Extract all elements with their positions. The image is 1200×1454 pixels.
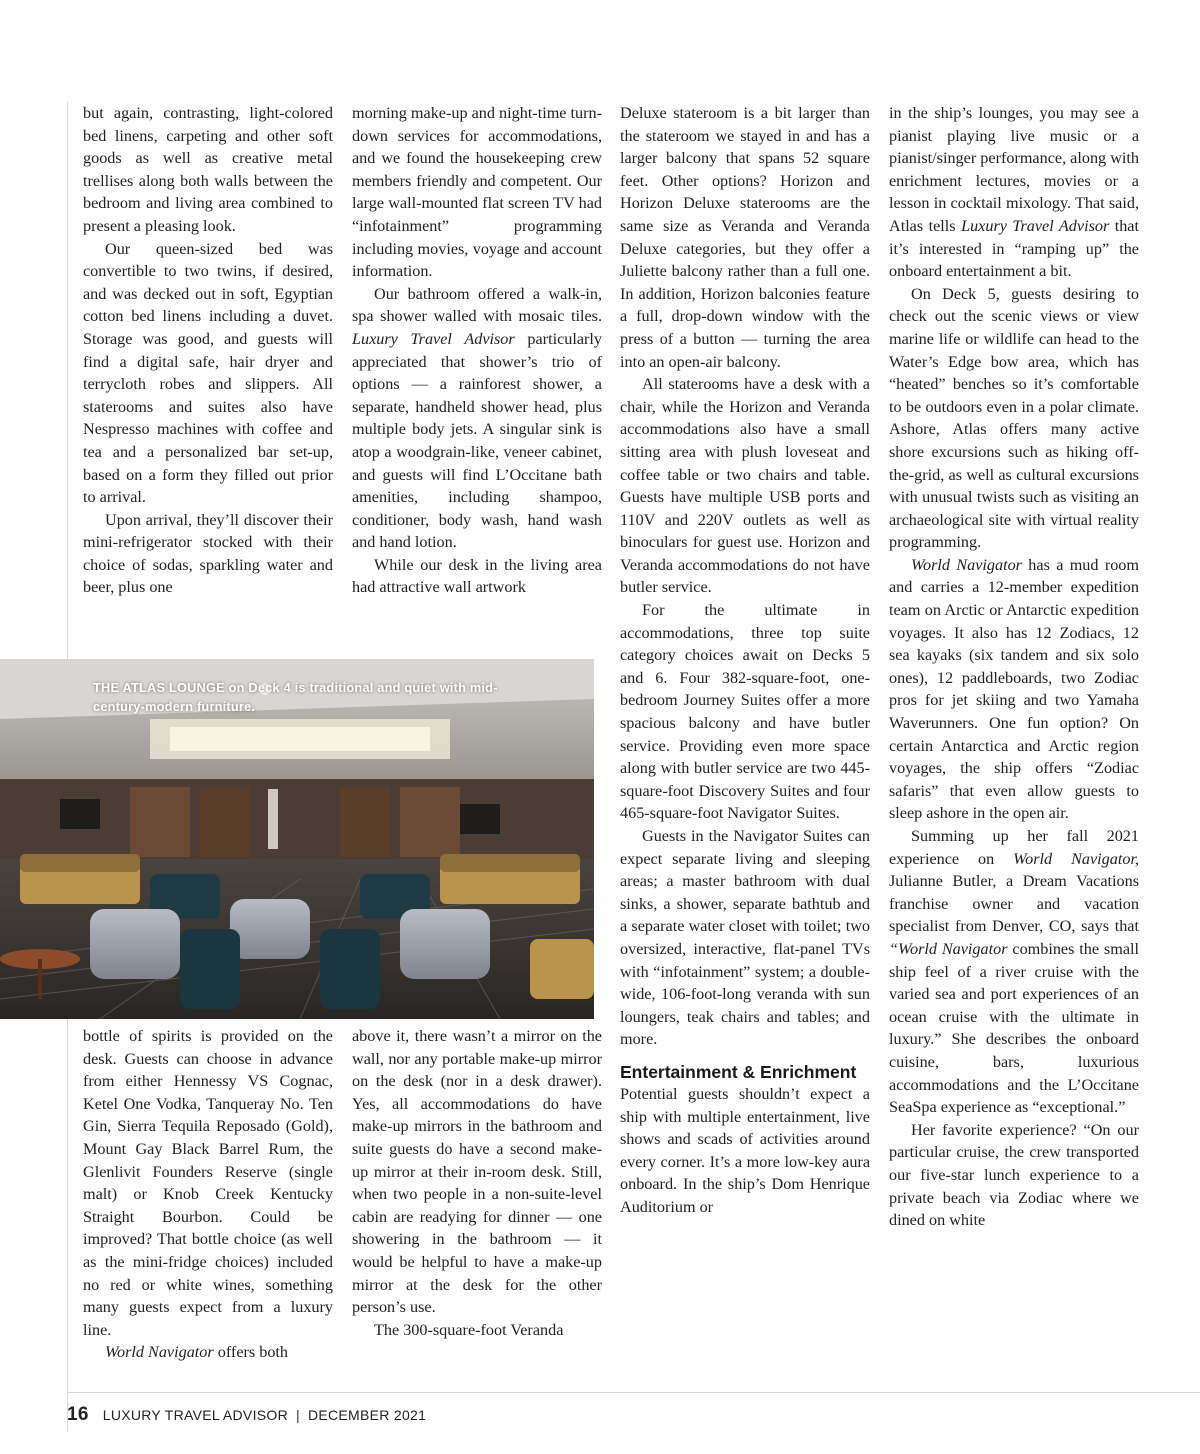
column-4 bbox=[889, 102, 1139, 1232]
paragraph: Our queen-sized bed was convertible to two twins, if desired, and was decked out in soft, Egyptian cotton bed linens including a duvet. Storage was good, and guests will find a digital safe, hair dryer and terrycloth robes and slippers. All staterooms and suites also have Nespresso machines with coffee and tea and a personalized bar set-up, based on a form they filled out prior to arrival. bbox=[83, 239, 333, 507]
paragraph: Guests in the Navigator Suites can expect separate living and sleeping areas; a master bathroom with dual sinks, a shower, separate bathtub and a separate water closet with toilet; two oversized, interactive, flat-panel TVs with “infotainment” system; a double-wide, 106-foot-long veranda with sun loungers, teak chairs and tables; and more. bbox=[620, 827, 870, 1049]
footer-separator: | bbox=[296, 1407, 300, 1423]
paragraph: Potential guests shouldn’t expect a ship with multiple entertainment, live shows and scads of activities around every corner. It’s a more low-key aura onboard. In the ship’s Dom Henrique Auditorium or bbox=[620, 1084, 870, 1216]
page-footer bbox=[67, 1404, 426, 1426]
paragraph: For the ultimate in accommodations, three top suite category choices await on Decks 5 and 6. Four 382-square-foot, one-bedroom Journey Suites offer a more spacious balcony and have butler service. Providing even more space along with butler service are two 445-square-foot Discovery Suites and four 465-square-foot Navigator Suites. bbox=[620, 601, 870, 823]
photo-caption: THE ATLAS LOUNGE on Deck 4 is traditional and quiet with mid-century-modern furniture. bbox=[93, 680, 498, 714]
issue-date: DECEMBER 2021 bbox=[307, 1407, 427, 1423]
paragraph: Her favorite experience? “On our particular cruise, the crew transported our five-star lunch experience to a private beach via Zodiac where we dined on white bbox=[889, 1120, 1139, 1230]
paragraph: World Navigator offers both bbox=[105, 1343, 289, 1362]
column-3 bbox=[620, 102, 870, 1219]
paragraph: Summing up her fall 2021 experience on World Navigator, Julianne Butler, a Dream Vacations franchise owner and vacation specialist from Denver, CO, says that “World Navigator combines the small ship feel of a river cruise with the varied sea and port experiences of an ocean cruise with the ultimate in luxury.” She describes the onboard cuisine, bars, luxurious accommodations and the L’Occitane SeaSpa experience as “exceptional.” bbox=[889, 827, 1140, 1117]
paragraph: Deluxe stateroom is a bit larger than the stateroom we stayed in and has a larger balcony that spans 52 square feet. Other options? Horizon and Horizon Deluxe staterooms are the same size as Veranda and Veranda Deluxe categories, but they offer a Juliette balcony rather than a full one. In addition, Horizon balconies feature a full, drop-down window with the press of a button — turning the area into an open-air balcony. bbox=[620, 104, 870, 371]
page-number: 16 bbox=[67, 1404, 89, 1425]
paragraph: in the ship’s lounges, you may see a pianist playing live music or a pianist/singer performance, along with enrichment lectures, movies or a lesson in cocktail mixology. That said, Atlas tells Luxury Travel Advisor that it’s interested in “ramping up” the onboard entertainment a bit. bbox=[889, 104, 1139, 281]
publication-name: LUXURY TRAVEL ADVISOR bbox=[102, 1407, 288, 1423]
paragraph: Upon arrival, they’ll discover their mini-refrigerator stocked with their choice of sodas, sparkling water and beer, plus one bbox=[83, 510, 333, 597]
paragraph: but again, contrasting, light-colored bed linens, carpeting and other soft goods as well as creative metal trellises along both walls between the bedroom and living area combined to present a pleasing look. bbox=[83, 104, 333, 235]
column-1-top bbox=[83, 102, 333, 599]
paragraph: While our desk in the living area had attractive wall artwork bbox=[352, 555, 602, 597]
paragraph: World Navigator has a mud room and carries a 12-member expedition team on Arctic or Antarctic expedition voyages. It also has 12 Zodiacs, 12 sea kayaks (six tandem and six solo ones), 12 paddleboards, two Zodiac pros for jet skiing and two Yamaha Waverunners. One fun option? On certain Antarctica and Arctic region voyages, the ship offers “Zodiac safaris” that even allow guests to sleep ashore in the open air. bbox=[889, 555, 1139, 823]
paragraph: above it, there wasn’t a mirror on the wall, nor any portable make-up mirror on the desk (nor in a desk drawer). Yes, all accommodations do have make-up mirrors in the bathroom and suite guests do have a second make-up mirror at their in-room desk. Still, when two people in a non-suite-level cabin are readying for dinner — one showering in the bathroom — it would be helpful to have a make-up mirror at the desk for the other person’s use. bbox=[352, 1027, 602, 1317]
paragraph: Our bathroom offered a walk-in, spa shower walled with mosaic tiles. Luxury Travel Advisor particularly appreciated that shower’s trio of options — a rainforest shower, a separate, handheld shower head, plus multiple body jets. A singular sink is atop a woodgrain-like, veneer cabinet, and guests will find L’Occitane bath amenities, including shampoo, conditioner, body wash, hand wash and hand lotion. bbox=[352, 284, 603, 552]
column-1-bottom bbox=[83, 1025, 333, 1364]
paragraph: All staterooms have a desk with a chair, while the Horizon and Veranda accommodations also have a small sitting area with plush loveseat and coffee table or two chairs and table. Guests have multiple USB ports and 110V and 220V outlets as well as binoculars for guest use. Horizon and Veranda accommodations do not have butler service. bbox=[620, 375, 870, 597]
section-heading: Entertainment & Enrichment bbox=[620, 1061, 857, 1082]
paragraph: On Deck 5, guests desiring to check out the scenic views or view marine life or wildlife can head to the Water’s Edge bow area, which has “heated” benches so it’s comfortable to be outdoors even in a polar climate. Ashore, Atlas offers many active shore excursions such as hiking off-the-grid, as well as cultural excursions with unusual twists such as visiting an archaeological site with virtual reality programming. bbox=[889, 284, 1139, 552]
paragraph: bottle of spirits is provided on the desk. Guests can choose in advance from either Hennessy VS Cognac, Ketel One Vodka, Tanqueray No. Ten Gin, Sierra Tequila Reposado (Gold), Mount Gay Black Barrel Rum, the Glenlivit Founders Reserve (single malt) or Knob Creek Kentucky Straight Bourbon. Could be improved? That bottle choice (as well as the mini-fridge choices) included no red or white wines, something many guests expect from a luxury line. bbox=[83, 1027, 333, 1339]
footer-rule bbox=[67, 1392, 1200, 1393]
paragraph: morning make-up and night-time turn-down services for accommodations, and we found the housekeeping crew members friendly and competent. Our large wall-mounted flat screen TV had “infotainment” programming including movies, voyage and account information. bbox=[352, 104, 602, 281]
column-2-bottom bbox=[352, 1025, 602, 1341]
column-2-top bbox=[352, 102, 602, 599]
paragraph: The 300-square-foot Veranda bbox=[374, 1320, 564, 1339]
